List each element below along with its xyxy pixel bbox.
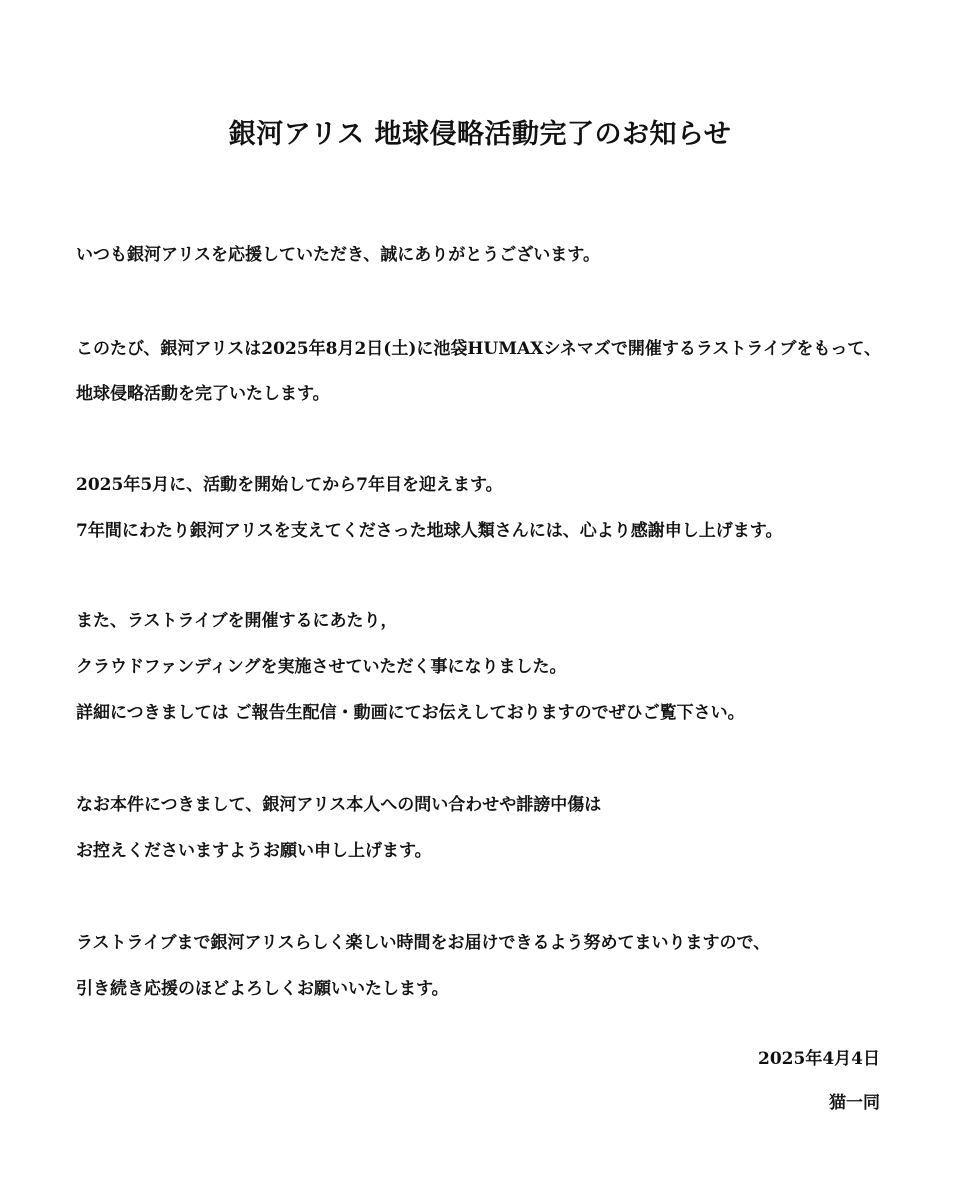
paragraph-2-line-1: このたび、銀河アリスは2025年8月2日(土)に池袋HUMAXシネマズで開催するラストライブをもって、 — [76, 339, 882, 359]
announcement-date: 2025年4月4日 — [758, 1049, 880, 1069]
paragraph-4-line-3: 詳細につきましては ご報告生配信・動画にてお伝えしておりますのでぜひご覧下さい。 — [76, 703, 745, 723]
announcement-title: 銀河アリス 地球侵略活動完了のお知らせ — [228, 119, 732, 150]
paragraph-3-line-1: 2025年5月に、活動を開始してから7年目を迎えます。 — [76, 475, 503, 495]
paragraph-1-line-1: いつも銀河アリスを応援していただき、誠にありがとうございます。 — [76, 245, 600, 265]
paragraph-6-line-1: ラストライブまで銀河アリスらしく楽しい時間をお届けできるよう努めてまいりますので、 — [76, 933, 771, 953]
paragraph-2-line-2: 地球侵略活動を完了いたします。 — [76, 384, 330, 404]
paragraph-4-line-2: クラウドファンディングを実施させていただく事になりました。 — [76, 657, 567, 677]
paragraph-5-line-1: なお本件につきまして、銀河アリス本人への問い合わせや誹謗中傷は — [76, 795, 602, 815]
announcement-signature: 猫一同 — [829, 1093, 880, 1113]
paragraph-3-line-2: 7年間にわたり銀河アリスを支えてくださった地球人類さんには、心より感謝申し上げます。 — [76, 521, 783, 541]
paragraph-4-line-1: また、ラストライブを開催するにあたり， — [76, 611, 398, 631]
paragraph-6-line-2: 引き続き応援のほどよろしくお願いいたします。 — [76, 979, 449, 999]
paragraph-5-line-2: お控えくださいますようお願い申し上げます。 — [76, 841, 432, 861]
